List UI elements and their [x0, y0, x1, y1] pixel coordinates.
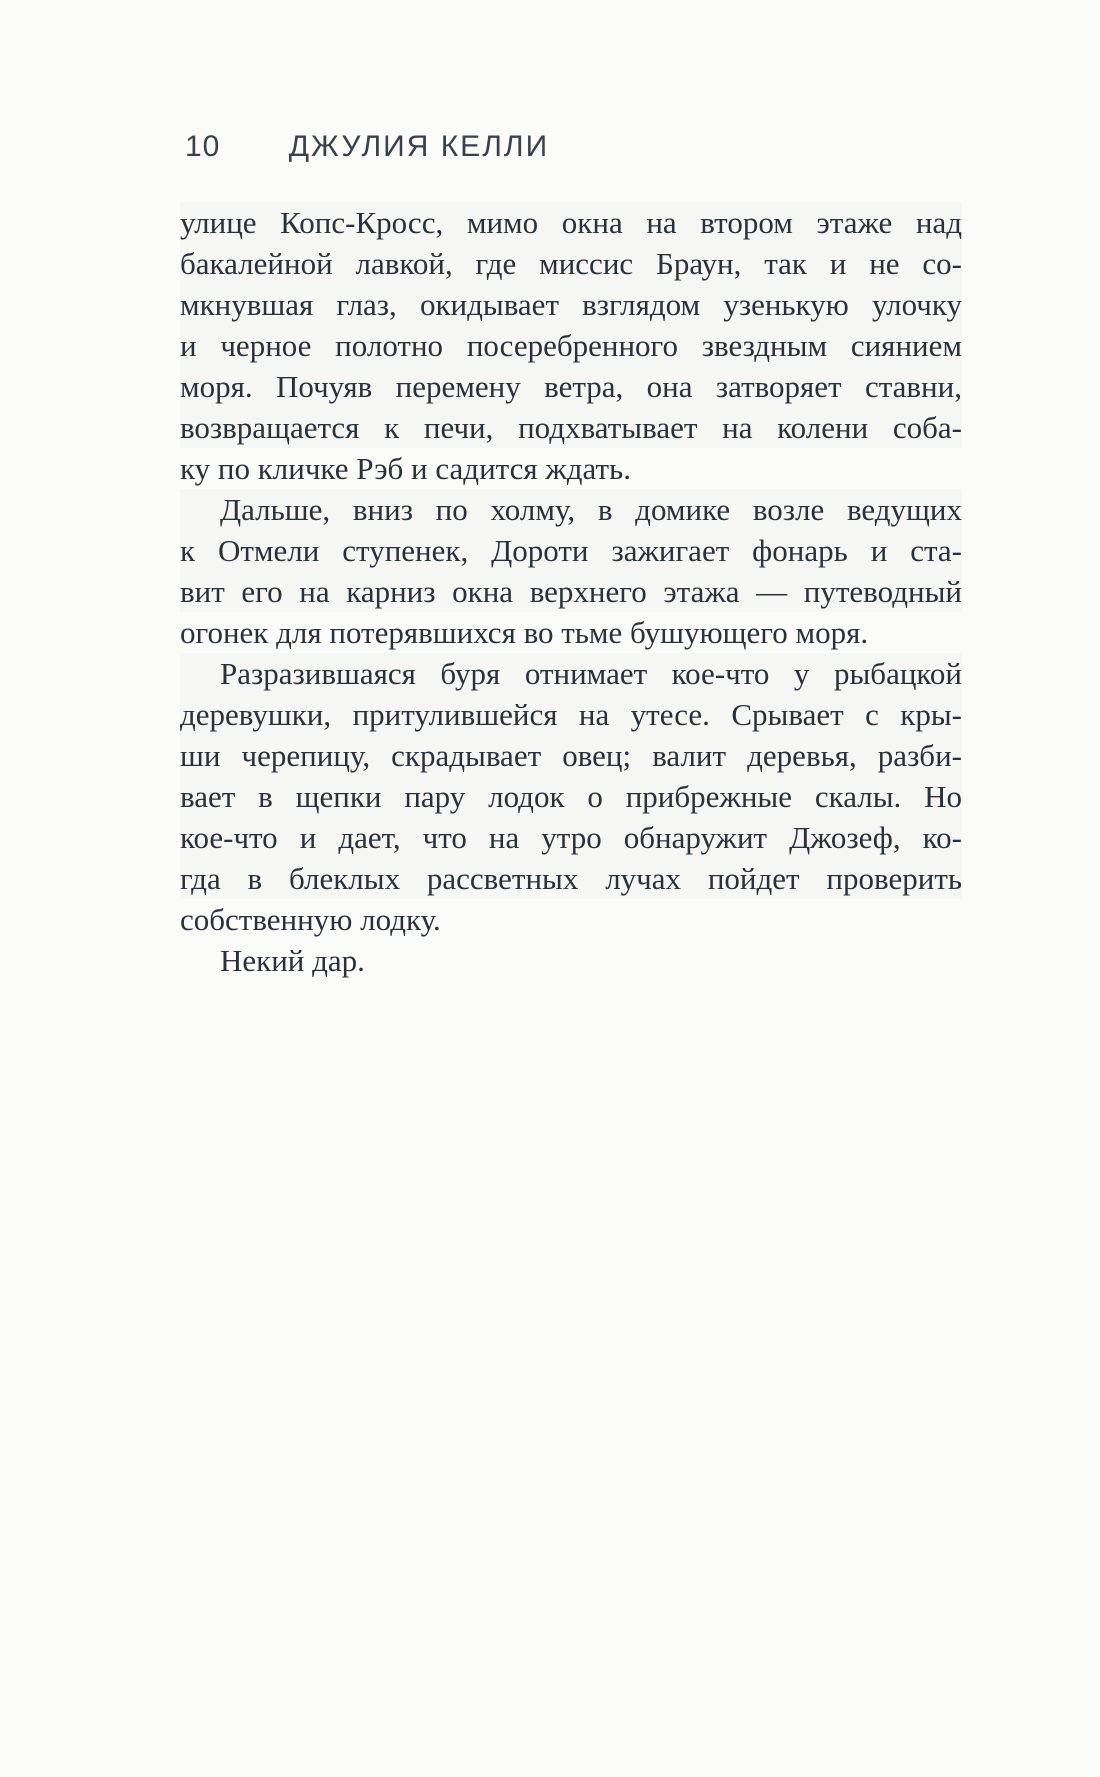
text-line: гда в блеклых рассветных лучах пойдет проверить: [180, 858, 962, 899]
text-line: мкнувшая глаз, окидывает взглядом узенькую улочку: [180, 284, 962, 325]
text-line: моря. Почуяв перемену ветра, она затворяет ставни,: [180, 366, 962, 407]
text-line: деревушки, притулившейся на утесе. Срывает с кры-: [180, 694, 962, 735]
text-line: и черное полотно посеребренного звездным сиянием: [180, 325, 962, 366]
text-line: вит его на карниз окна верхнего этажа — путеводный: [180, 571, 962, 612]
text-line: Разразившаяся буря отнимает кое-что у рыбацкой: [180, 653, 962, 694]
page-number: 10: [185, 130, 221, 163]
running-header-author: ДЖУЛИЯ КЕЛЛИ: [288, 130, 550, 163]
text-line: вает в щепки пару лодок о прибрежные скалы. Но: [180, 776, 962, 817]
text-line: кое-что и дает, что на утро обнаружит Джозеф, ко-: [180, 817, 962, 858]
text-line: Некий дар.: [220, 943, 365, 978]
text-line: возвращается к печи, подхватывает на колени соба-: [180, 407, 962, 448]
text-line: Дальше, вниз по холму, в домике возле ведущих: [180, 489, 962, 530]
text-line: ши черепицу, скрадывает овец; валит деревья, разби-: [180, 735, 962, 776]
running-header: [185, 130, 965, 164]
text-line: огонек для потерявшихся во тьме бушующего моря.: [180, 615, 869, 650]
text-line: к Отмели ступенек, Дороти зажигает фонарь и ста-: [180, 530, 962, 571]
text-line: бакалейной лавкой, где миссис Браун, так и не со-: [180, 243, 962, 284]
text-line: ку по кличке Рэб и садится ждать.: [180, 451, 631, 486]
text-line: собственную лодку.: [180, 902, 441, 937]
body-text: [180, 202, 962, 981]
text-line: улице Копс-Кросс, мимо окна на втором этаже над: [180, 202, 962, 243]
